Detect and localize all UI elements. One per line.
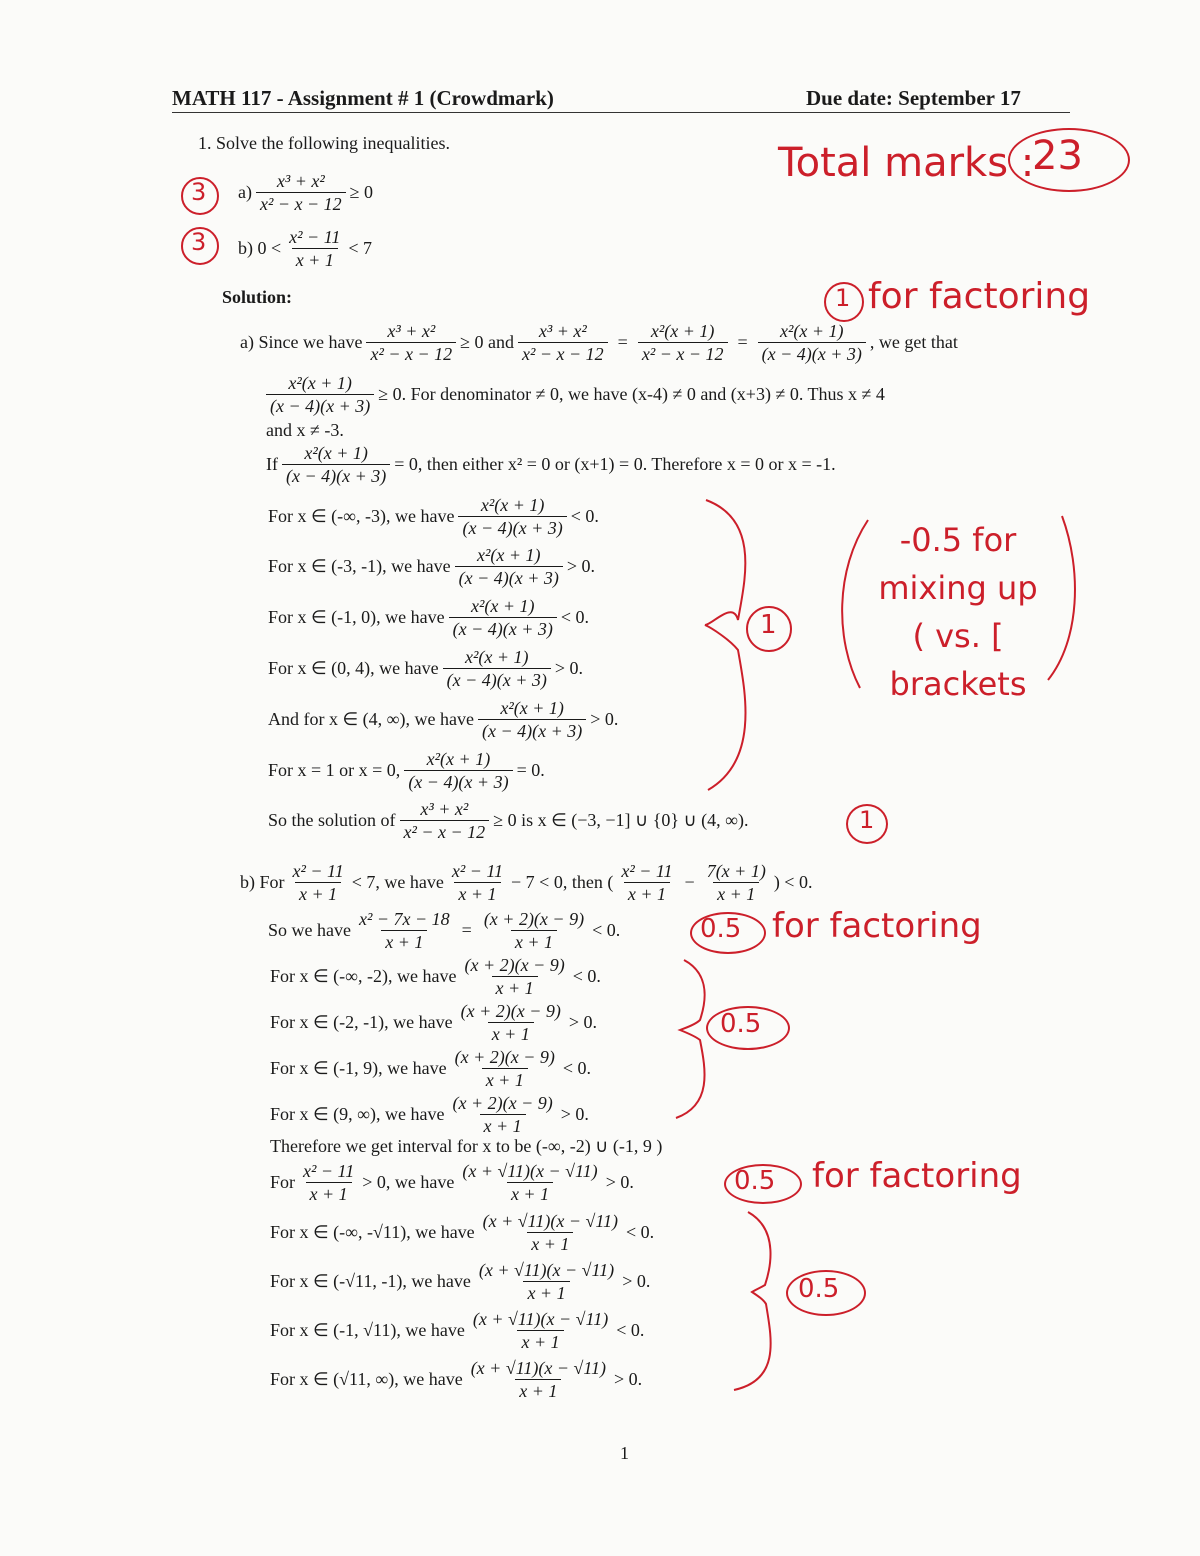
brace-b1: [676, 960, 705, 1118]
sol-a-full-fraction: $\frac{\text{x²(x + 1)}}{(x - 4)(x + 3)}$: [758, 320, 866, 365]
sol-a-fraction: $\frac{\text{x²(x + 1)}}{(x - 4)(x + 3)}$: [282, 442, 390, 487]
case-fraction: $\frac{\text{x²(x + 1)}}{(x - 4)(x + 3)}$: [404, 748, 512, 793]
sol-a-fraction: $\frac{\text{x²(x + 1)}}{(x - 4)(x + 3)}$: [266, 372, 374, 417]
case-line: For x ∈ (-2, -1), we have $\frac{(x + 2)(x - 9)}{x + 1}$ > 0.: [270, 1001, 598, 1044]
sol-a-line1: a) Since we have $\frac{\text{x³ + x²}}{\text{x² − x − 12}}$ ≥ 0 and $\frac{\text{x³ + x²}}{\text{x² − x − 12}}$ = $\frac{\text{x²(x + 1)}}{\text{x² − x − 12}}$ = $\frac{\text{x²(x + 1)}}{(x - 4)(x + 3)}$ , we get that: [240, 321, 958, 364]
concl-a-score: 1: [859, 806, 875, 834]
sol-b-line2: So we have $\frac{\text{x² − 7x − 18}}{x + 1}$ = $\frac{(x + 2)(x - 9)}{x + 1}$ < 0.: [268, 909, 621, 952]
sol-a-conclusion: So the solution of $\frac{\text{x³ + x²}}{\text{x² − x − 12}}$ ≥ 0 is x ∈ (−3, −1] ∪ {0} ∪ (4, ∞).: [268, 799, 749, 842]
case-fraction: $\frac{\text{x²(x + 1)}}{(x - 4)(x + 3)}$: [458, 494, 566, 539]
sol-a-orig-fraction: $\frac{\text{x³ + x²}}{\text{x² − x − 12}}$: [366, 320, 456, 365]
sol-b-line1: b) For $\frac{\text{x² − 11}}{x + 1}$ < 7, we have $\frac{\text{x² − 11}}{x + 1}$ − 7 < 0, then ( $\frac{\text{x² − 11}}{x + 1}$ − $\frac{7(x + 1)}{x + 1}$ ) < 0.: [240, 861, 813, 904]
part-a-fraction: $\frac{\text{x³ + x²}}{\text{x² − x − 12}}$: [256, 170, 346, 215]
case-fraction: $\frac{(x + √11)(x - √11)}{x + 1}$: [482, 1211, 619, 1254]
case-line: For x ∈ (-√11, -1), we have $\frac{(x + √11)(x - √11)}{x + 1}$ > 0.: [270, 1260, 651, 1303]
case-line: For x ∈ (-∞, -√11), we have $\frac{(x + √11)(x - √11)}{x + 1}$ < 0.: [270, 1211, 655, 1254]
case-fraction: $\frac{(x + 2)(x - 9)}{x + 1}$: [452, 1093, 553, 1136]
case-fraction: $\frac{(x + √11)(x - √11)}{x + 1}$: [472, 1309, 609, 1352]
sol-b-factored-fraction: $\frac{(x + 2)(x - 9)}{x + 1}$: [483, 909, 585, 952]
sol-b-fraction: $\frac{\text{x² − 11}}{x + 1}$: [451, 861, 504, 904]
part-a-inequality: a) $\frac{\text{x³ + x²}}{\text{x² − x − 12}}$ ≥ 0: [238, 171, 374, 214]
sol-b-fraction: $\frac{\text{x² − 11}}{x + 1}$: [292, 861, 344, 904]
sol-b-interval: Therefore we get interval for x to be (-∞, -2) ∪ (-1, 9 ): [270, 1136, 663, 1156]
sol-a-line3: and x ≠ -3.: [266, 420, 344, 440]
cases-c-score: 0.5: [798, 1274, 840, 1304]
case-fraction: $\frac{\text{x²(x + 1)}}{(x - 4)(x + 3)}$: [455, 544, 563, 589]
case-fraction: $\frac{(x + 2)(x - 9)}{x + 1}$: [464, 955, 565, 998]
factor-a-note: for factoring: [868, 276, 1091, 317]
sol-b-fraction: $\frac{\text{x² − 11}}{x + 1}$: [621, 861, 673, 904]
case-line: For x = 1 or x = 0, $\frac{\text{x²(x + 1)}}{(x - 4)(x + 3)}$ = 0.: [268, 749, 545, 792]
sol-b-expanded-fraction: $\frac{\text{x² − 7x − 18}}{x + 1}$: [358, 909, 450, 952]
part-b-inequality: b) 0 < $\frac{\text{x² − 11}}{x + 1}$ < 7: [238, 227, 373, 270]
page-number: 1: [620, 1443, 629, 1463]
case-fraction: $\frac{\text{x²(x + 1)}}{(x - 4)(x + 3)}$: [478, 697, 586, 742]
factor-a-score: 1: [835, 284, 851, 312]
bracket-note: -0.5 for mixing up ( vs. [ brackets: [878, 521, 1038, 703]
case-line: For x ∈ (-1, √11), we have $\frac{(x + √11)(x - √11)}{x + 1}$ < 0.: [270, 1309, 645, 1352]
cases-b-score: 0.5: [720, 1009, 762, 1039]
sol-a-partial-fraction: $\frac{\text{x²(x + 1)}}{\text{x² − x − 12}}$: [638, 320, 728, 365]
case-line: For x ∈ (√11, ∞), we have $\frac{(x + √11)(x - √11)}{x + 1}$ > 0.: [270, 1358, 643, 1401]
case-line: For x ∈ (-∞, -3), we have $\frac{\text{x²(x + 1)}}{(x - 4)(x + 3)}$ < 0.: [268, 495, 599, 538]
question-prompt: 1. Solve the following inequalities.: [198, 133, 450, 153]
case-line: For x ∈ (-1, 9), we have $\frac{(x + 2)(x - 9)}{x + 1}$ < 0.: [270, 1047, 592, 1090]
case-line: And for x ∈ (4, ∞), we have $\frac{\text{x²(x + 1)}}{(x - 4)(x + 3)}$ > 0.: [268, 698, 619, 741]
sol-a-line2: $\frac{\text{x²(x + 1)}}{(x - 4)(x + 3)}$ ≥ 0. For denominator ≠ 0, we have (x-4) ≠ 0 and (x+3) ≠ 0. Thus x ≠ 4: [266, 372, 885, 417]
factor-b-note: for factoring: [772, 906, 982, 946]
sol-b-line3: For $\frac{\text{x² − 11}}{x + 1}$ > 0, we have $\frac{(x + √11)(x - √11)}{x + 1}$ > 0.: [270, 1161, 634, 1204]
factor-c-note: for factoring: [812, 1156, 1022, 1196]
case-fraction: $\frac{(x + 2)(x - 9)}{x + 1}$: [460, 1001, 561, 1044]
paren-left: [842, 520, 868, 688]
part-b-fraction: $\frac{\text{x² − 11}}{x + 1}$: [289, 227, 341, 270]
score-part-a: 3: [191, 178, 207, 206]
sol-b-sqrt-fraction: $\frac{(x + √11)(x - √11)}{x + 1}$: [462, 1161, 598, 1204]
sol-a-orig-fraction-2: $\frac{\text{x³ + x²}}{\text{x² − x − 12}}$: [518, 320, 608, 365]
case-line: For x ∈ (-∞, -2), we have $\frac{(x + 2)(x - 9)}{x + 1}$ < 0.: [270, 955, 601, 998]
score-part-b: 3: [191, 228, 207, 256]
sol-b-seven-fraction: $\frac{7(x + 1)}{x + 1}$: [706, 861, 766, 904]
case-line: For x ∈ (0, 4), we have $\frac{\text{x²(x + 1)}}{(x - 4)(x + 3)}$ > 0.: [268, 647, 584, 690]
case-fraction: $\frac{(x + 2)(x - 9)}{x + 1}$: [454, 1047, 555, 1090]
sol-b-fraction: $\frac{\text{x² − 11}}{x + 1}$: [303, 1161, 355, 1204]
factor-b-score: 0.5: [700, 914, 742, 944]
case-line: For x ∈ (9, ∞), we have $\frac{(x + 2)(x - 9)}{x + 1}$ > 0.: [270, 1093, 589, 1136]
case-fraction: $\frac{\text{x²(x + 1)}}{(x - 4)(x + 3)}$: [449, 595, 557, 640]
paren-right: [1048, 516, 1075, 680]
total-marks-label: Total marks :: [778, 140, 1035, 186]
case-fraction: $\frac{(x + √11)(x - √11)}{x + 1}$: [470, 1358, 607, 1401]
brace-b2: [734, 1212, 771, 1390]
case-fraction: $\frac{(x + √11)(x - √11)}{x + 1}$: [478, 1260, 615, 1303]
sol-a-orig-fraction: $\frac{\text{x³ + x²}}{\text{x² − x − 12}}$: [400, 798, 490, 843]
solution-heading: Solution:: [222, 287, 293, 307]
brace-a: [705, 500, 746, 790]
sol-a-line4: If $\frac{\text{x²(x + 1)}}{(x - 4)(x + 3)}$ = 0, then either x² = 0 or (x+1) = 0. Therefore x = 0 or x = -1.: [266, 443, 836, 486]
assignment-title: MATH 117 - Assignment # 1 (Crowdmark): [172, 86, 554, 110]
due-date: Due date: September 17: [806, 86, 1021, 110]
part-b-label: b): [238, 238, 253, 258]
factor-c-score: 0.5: [734, 1166, 776, 1196]
part-a-label: a): [238, 182, 252, 202]
total-marks-value: 23: [1032, 133, 1083, 179]
cases-a-score: 1: [760, 610, 777, 640]
case-fraction: $\frac{\text{x²(x + 1)}}{(x - 4)(x + 3)}$: [443, 646, 551, 691]
case-line: For x ∈ (-3, -1), we have $\frac{\text{x²(x + 1)}}{(x - 4)(x + 3)}$ > 0.: [268, 545, 596, 588]
case-line: For x ∈ (-1, 0), we have $\frac{\text{x²(x + 1)}}{(x - 4)(x + 3)}$ < 0.: [268, 596, 590, 639]
